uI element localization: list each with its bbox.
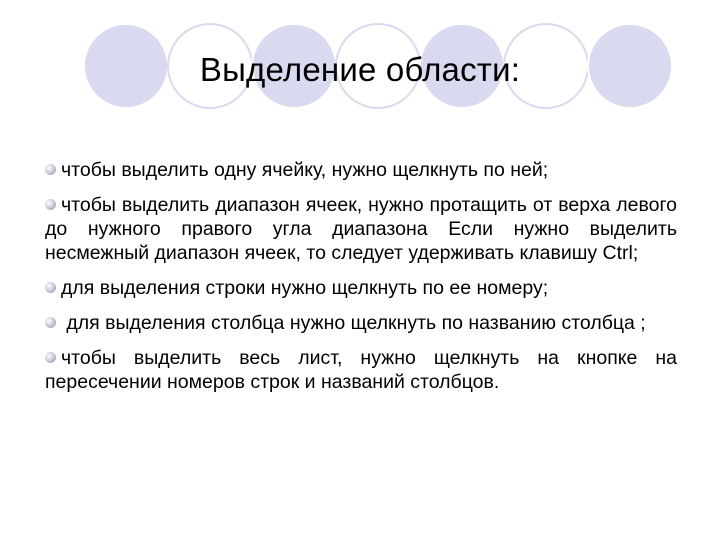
sphere-bullet-icon — [45, 199, 56, 210]
sphere-bullet-icon — [45, 282, 56, 293]
list-item — [45, 276, 677, 300]
bullet-text: для выделения строки нужно щелкнуть по ее номеру; — [61, 277, 549, 299]
list-item — [45, 158, 677, 182]
sphere-bullet-icon — [45, 352, 56, 363]
slide-title: Выделение области: — [199, 51, 521, 88]
bullet-text: чтобы выделить одну ячейку, нужно щелкнуть по ней; — [61, 159, 549, 181]
sphere-bullet-icon — [45, 164, 56, 175]
list-item — [45, 193, 677, 265]
sphere-bullet-icon — [45, 317, 56, 328]
bullet-text: чтобы выделить весь лист, нужно щелкнуть на кнопке на пересечении номеров строк и названий столбцов. — [45, 347, 677, 393]
bullet-list — [45, 158, 677, 405]
list-item — [45, 311, 677, 335]
bullet-text: чтобы выделить диапазон ячеек, нужно протащить от верха левого до нужного правого угла диапазона Если нужно выделить несмежный диапазон ячеек, то следует удерживать клавишу Ctrl; — [45, 194, 677, 264]
list-item — [45, 346, 677, 394]
bullet-text: для выделения столбца нужно щелкнуть по названию столбца ; — [61, 312, 646, 334]
